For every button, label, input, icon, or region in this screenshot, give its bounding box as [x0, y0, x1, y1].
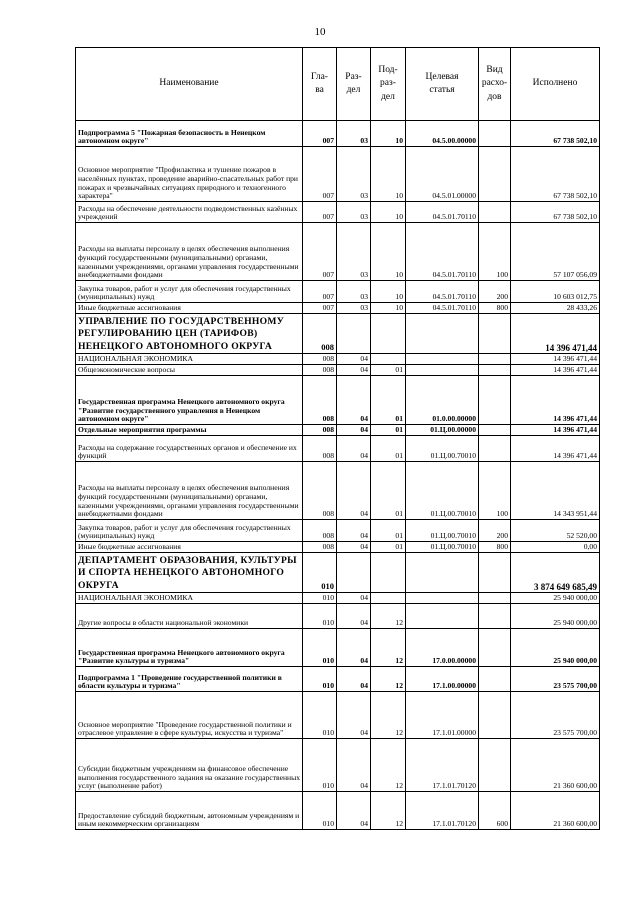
column-header-chapter: Гла- ва — [303, 48, 337, 121]
table-row — [76, 593, 600, 604]
cell-section: 04 — [337, 462, 371, 520]
cell-chapter: 010 — [303, 692, 337, 739]
cell-target-article: 04.5.01.70110 — [406, 223, 479, 281]
cell-executed-amount: 3 874 649 685,49 — [511, 553, 600, 593]
cell-subsection: 01 — [371, 542, 406, 553]
table-row — [76, 202, 600, 223]
cell-subsection: 12 — [371, 629, 406, 667]
cell-section: 03 — [337, 281, 371, 303]
cell-target-article: 04.5.01.00000 — [406, 147, 479, 202]
cell-executed-amount: 23 575 700,00 — [511, 692, 600, 739]
cell-subsection — [371, 593, 406, 604]
cell-target-article — [406, 314, 479, 354]
cell-chapter: 008 — [303, 376, 337, 425]
cell-executed-amount: 23 575 700,00 — [511, 667, 600, 692]
table-row — [76, 520, 600, 542]
table-row — [76, 354, 600, 365]
cell-name: ДЕПАРТАМЕНТ ОБРАЗОВАНИЯ, КУЛЬТУРЫ И СПОРТА НЕНЕЦКОГО АВТОНОМНОГО ОКРУГА — [76, 553, 303, 593]
cell-chapter: 010 — [303, 553, 337, 593]
table-row — [76, 692, 600, 739]
cell-target-article: 01.Ц.00.70010 — [406, 462, 479, 520]
cell-chapter: 010 — [303, 604, 337, 629]
table-row — [76, 281, 600, 303]
column-header-target-article: Целевая статья — [406, 48, 479, 121]
cell-section: 04 — [337, 376, 371, 425]
cell-chapter: 007 — [303, 147, 337, 202]
cell-section: 03 — [337, 202, 371, 223]
cell-name: Подпрограмма 1 "Проведение государственной политики в области культуры и туризма" — [76, 667, 303, 692]
cell-section: 04 — [337, 792, 371, 830]
cell-name: Отдельные мероприятия программы — [76, 425, 303, 436]
column-header-name: Наименование — [76, 48, 303, 121]
cell-expense-type — [479, 604, 511, 629]
table-row — [76, 314, 600, 354]
cell-target-article: 04.5.01.70110 — [406, 303, 479, 314]
cell-name: Основное мероприятие "Проведение государственной политики и отраслевое управление в сфере культуры, искусства и туризма" — [76, 692, 303, 739]
cell-subsection: 01 — [371, 365, 406, 376]
cell-target-article: 01.0.00.00000 — [406, 376, 479, 425]
cell-name: УПРАВЛЕНИЕ ПО ГОСУДАРСТВЕННОМУ РЕГУЛИРОВАНИЮ ЦЕН (ТАРИФОВ) НЕНЕЦКОГО АВТОНОМНОГО ОКРУГА — [76, 314, 303, 354]
cell-chapter: 007 — [303, 121, 337, 147]
cell-chapter: 008 — [303, 365, 337, 376]
cell-section: 03 — [337, 121, 371, 147]
cell-expense-type: 200 — [479, 281, 511, 303]
cell-executed-amount: 14 343 951,44 — [511, 462, 600, 520]
cell-name: Основное мероприятие "Профилактика и тушение пожаров в населённых пунктах, проведение аварийно-спасательных работ при пожарах и чрезвычайных ситуациях природного и техногенного характера" — [76, 147, 303, 202]
cell-executed-amount: 25 940 000,00 — [511, 604, 600, 629]
cell-chapter: 007 — [303, 281, 337, 303]
column-header-expense-type: Вид расхо- дов — [479, 48, 511, 121]
cell-expense-type — [479, 739, 511, 792]
cell-expense-type — [479, 314, 511, 354]
cell-expense-type: 600 — [479, 792, 511, 830]
column-header-executed: Исполнено — [511, 48, 600, 121]
cell-expense-type: 100 — [479, 223, 511, 281]
cell-expense-type: 200 — [479, 520, 511, 542]
cell-subsection: 10 — [371, 223, 406, 281]
cell-section: 04 — [337, 739, 371, 792]
cell-executed-amount: 67 738 502,10 — [511, 147, 600, 202]
cell-expense-type — [479, 202, 511, 223]
cell-subsection: 01 — [371, 425, 406, 436]
cell-name: Расходы на выплаты персоналу в целях обеспечения выполнения функций государственными (муниципальными) органами, казенными учреждениями, органами управления государственными внебюджетными фондами — [76, 462, 303, 520]
cell-subsection: 12 — [371, 667, 406, 692]
cell-name: Общеэкономические вопросы — [76, 365, 303, 376]
cell-chapter: 010 — [303, 792, 337, 830]
budget-execution-table — [75, 47, 600, 830]
cell-subsection — [371, 354, 406, 365]
cell-expense-type: 100 — [479, 462, 511, 520]
cell-target-article: 17.1.01.70120 — [406, 739, 479, 792]
table-row — [76, 147, 600, 202]
cell-executed-amount: 67 738 502,10 — [511, 202, 600, 223]
cell-section: 03 — [337, 147, 371, 202]
cell-name: НАЦИОНАЛЬНАЯ ЭКОНОМИКА — [76, 354, 303, 365]
cell-section: 04 — [337, 667, 371, 692]
cell-name: Закупка товаров, работ и услуг для обеспечения государственных (муниципальных) нужд — [76, 520, 303, 542]
table-row — [76, 542, 600, 553]
cell-subsection — [371, 314, 406, 354]
cell-executed-amount: 28 433,26 — [511, 303, 600, 314]
cell-chapter: 008 — [303, 520, 337, 542]
table-row — [76, 425, 600, 436]
cell-subsection: 10 — [371, 303, 406, 314]
table-row — [76, 376, 600, 425]
cell-section: 04 — [337, 604, 371, 629]
cell-executed-amount: 0,00 — [511, 542, 600, 553]
cell-target-article: 01.Ц.00.70010 — [406, 436, 479, 462]
cell-name: Закупка товаров, работ и услуг для обеспечения государственных (муниципальных) нужд — [76, 281, 303, 303]
cell-target-article: 01.Ц.00.70010 — [406, 542, 479, 553]
cell-chapter: 008 — [303, 354, 337, 365]
cell-section: 04 — [337, 542, 371, 553]
cell-expense-type — [479, 147, 511, 202]
cell-name: Государственная программа Ненецкого автономного округа "Развитие культуры и туризма" — [76, 629, 303, 667]
cell-chapter: 010 — [303, 629, 337, 667]
cell-name: Субсидии бюджетным учреждениям на финансовое обеспечение выполнения государственного задания на оказание государственных услуг (выполнение работ) — [76, 739, 303, 792]
cell-subsection: 10 — [371, 147, 406, 202]
cell-section: 04 — [337, 520, 371, 542]
cell-target-article: 17.1.01.70120 — [406, 792, 479, 830]
cell-chapter: 010 — [303, 667, 337, 692]
cell-subsection: 12 — [371, 604, 406, 629]
cell-section: 04 — [337, 425, 371, 436]
cell-section: 04 — [337, 354, 371, 365]
cell-expense-type — [479, 667, 511, 692]
cell-expense-type — [479, 376, 511, 425]
cell-name: Государственная программа Ненецкого автономного округа "Развитие государственного управления в Ненецком автономном округе" — [76, 376, 303, 425]
cell-target-article — [406, 553, 479, 593]
cell-name: Иные бюджетные ассигнования — [76, 542, 303, 553]
cell-chapter: 007 — [303, 303, 337, 314]
cell-executed-amount: 57 107 056,09 — [511, 223, 600, 281]
cell-chapter: 008 — [303, 436, 337, 462]
cell-name: Предоставление субсидий бюджетным, автономным учреждениям и иным некоммерческим организациям — [76, 792, 303, 830]
cell-name: Расходы на обеспечение деятельности подведомственных казённых учреждений — [76, 202, 303, 223]
cell-subsection: 01 — [371, 376, 406, 425]
cell-expense-type: 800 — [479, 303, 511, 314]
cell-target-article: 04.5.01.70110 — [406, 281, 479, 303]
cell-expense-type — [479, 121, 511, 147]
cell-target-article — [406, 365, 479, 376]
cell-executed-amount: 52 520,00 — [511, 520, 600, 542]
cell-chapter: 010 — [303, 739, 337, 792]
cell-executed-amount: 14 396 471,44 — [511, 354, 600, 365]
table-header-row — [76, 48, 600, 121]
cell-executed-amount: 14 396 471,44 — [511, 314, 600, 354]
cell-expense-type — [479, 593, 511, 604]
table-row — [76, 365, 600, 376]
cell-subsection: 12 — [371, 692, 406, 739]
cell-expense-type: 800 — [479, 542, 511, 553]
cell-name: Расходы на содержание государственных органов и обеспечение их функций — [76, 436, 303, 462]
cell-name: Подпрограмма 5 "Пожарная безопасность в Ненецком автономном округе" — [76, 121, 303, 147]
cell-executed-amount: 21 360 600,00 — [511, 739, 600, 792]
cell-subsection: 10 — [371, 121, 406, 147]
cell-expense-type — [479, 425, 511, 436]
table-row — [76, 792, 600, 830]
column-header-section: Раз- дел — [337, 48, 371, 121]
table-row — [76, 667, 600, 692]
table-row — [76, 436, 600, 462]
cell-section — [337, 553, 371, 593]
cell-target-article: 04.5.00.00000 — [406, 121, 479, 147]
table-row — [76, 739, 600, 792]
cell-section: 04 — [337, 629, 371, 667]
cell-name: Другие вопросы в области национальной экономики — [76, 604, 303, 629]
cell-section: 04 — [337, 593, 371, 604]
table-row — [76, 462, 600, 520]
cell-chapter: 008 — [303, 314, 337, 354]
cell-subsection: 10 — [371, 281, 406, 303]
cell-section: 03 — [337, 223, 371, 281]
table-row — [76, 223, 600, 281]
table-row — [76, 553, 600, 593]
cell-subsection: 12 — [371, 792, 406, 830]
cell-section — [337, 314, 371, 354]
cell-name: Расходы на выплаты персоналу в целях обеспечения выполнения функций государственными (муниципальными) органами, казенными учреждениями, органами управления государственными внебюджетными фондами — [76, 223, 303, 281]
cell-executed-amount: 67 738 502,10 — [511, 121, 600, 147]
cell-target-article: 04.5.01.70110 — [406, 202, 479, 223]
cell-subsection: 01 — [371, 520, 406, 542]
cell-target-article: 01.Ц.00.70010 — [406, 520, 479, 542]
cell-chapter: 008 — [303, 462, 337, 520]
cell-chapter: 007 — [303, 223, 337, 281]
cell-target-article — [406, 604, 479, 629]
cell-expense-type — [479, 553, 511, 593]
page-number: 10 — [314, 26, 326, 38]
cell-executed-amount: 14 396 471,44 — [511, 365, 600, 376]
cell-section: 04 — [337, 436, 371, 462]
cell-section: 03 — [337, 303, 371, 314]
column-header-subsection: Под- раз- дел — [371, 48, 406, 121]
cell-name: Иные бюджетные ассигнования — [76, 303, 303, 314]
cell-section: 04 — [337, 365, 371, 376]
cell-target-article — [406, 593, 479, 604]
cell-subsection: 10 — [371, 202, 406, 223]
cell-target-article: 17.1.00.00000 — [406, 667, 479, 692]
table-row — [76, 604, 600, 629]
cell-chapter: 008 — [303, 425, 337, 436]
cell-subsection: 01 — [371, 436, 406, 462]
cell-executed-amount: 10 603 012,75 — [511, 281, 600, 303]
cell-expense-type — [479, 354, 511, 365]
cell-expense-type — [479, 436, 511, 462]
cell-section: 04 — [337, 692, 371, 739]
cell-expense-type — [479, 629, 511, 667]
table-row — [76, 629, 600, 667]
cell-subsection: 01 — [371, 462, 406, 520]
table-row — [76, 303, 600, 314]
cell-chapter: 008 — [303, 542, 337, 553]
table-row — [76, 121, 600, 147]
table-body — [76, 121, 600, 830]
cell-subsection — [371, 553, 406, 593]
cell-executed-amount: 14 396 471,44 — [511, 425, 600, 436]
cell-target-article: 17.0.00.00000 — [406, 629, 479, 667]
cell-chapter: 007 — [303, 202, 337, 223]
cell-expense-type — [479, 692, 511, 739]
cell-executed-amount: 21 360 600,00 — [511, 792, 600, 830]
cell-executed-amount: 25 940 000,00 — [511, 593, 600, 604]
cell-target-article: 17.1.01.00000 — [406, 692, 479, 739]
cell-name: НАЦИОНАЛЬНАЯ ЭКОНОМИКА — [76, 593, 303, 604]
cell-executed-amount: 14 396 471,44 — [511, 436, 600, 462]
cell-chapter: 010 — [303, 593, 337, 604]
cell-executed-amount: 14 396 471,44 — [511, 376, 600, 425]
cell-target-article — [406, 354, 479, 365]
cell-target-article: 01.Ц.00.00000 — [406, 425, 479, 436]
cell-subsection: 12 — [371, 739, 406, 792]
cell-expense-type — [479, 365, 511, 376]
cell-executed-amount: 25 940 000,00 — [511, 629, 600, 667]
